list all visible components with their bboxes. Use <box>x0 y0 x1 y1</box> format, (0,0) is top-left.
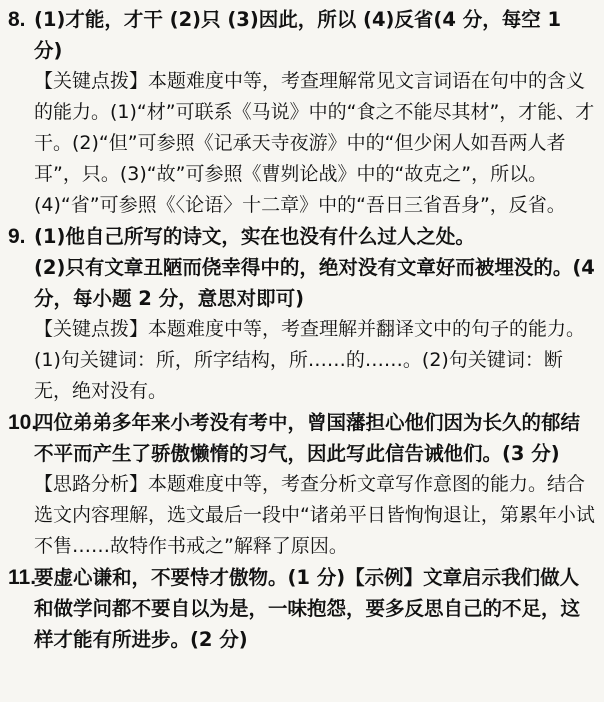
question-number: 11. <box>8 566 37 589</box>
question-11 <box>8 562 596 655</box>
explanation-text: 【关键点拨】本题难度中等，考查理解常见文言词语在句中的含义的能力。(1)“材”可联系《马说》中的“食之不能尽其材”，才能、才干。(2)“但”可参照《记承天寺夜游》中的“但少闲人如吾两人者耳”，只。(3)“故”可参照《曹刿论战》中的“故克之”，所以。(4)“省”可参照《〈论语〉十二章》中的“吾日三省吾身”，反省。 <box>34 70 595 216</box>
question-8 <box>8 4 596 221</box>
answer-text: (2)只有文章丑陋而侥幸得中的，绝对没有文章好而被埋没的。(4 分，每小题 2 分，意思对即可) <box>34 256 595 310</box>
answer-text: (1)他自己所写的诗文，实在也没有什么过人之处。 <box>34 225 475 248</box>
question-number: 10. <box>8 411 38 434</box>
question-10 <box>8 407 596 562</box>
answer-text: 四位弟弟多年来小考没有考中，曾国藩担心他们因为长久的郁结不平而产生了骄傲懒惰的习气，因此写此信告诫他们。(3 分) <box>34 411 581 465</box>
question-number: 8. <box>8 8 26 31</box>
question-9 <box>8 221 596 407</box>
answer-text: (1)才能，才干 (2)只 (3)因此，所以 (4)反省(4 分，每空 1 分) <box>34 8 562 62</box>
explanation-text: 【关键点拨】本题难度中等，考查理解并翻译文中的句子的能力。(1)句关键词：所，所字结构，所……的……。(2)句关键词：断无，绝对没有。 <box>34 318 586 402</box>
explanation-text: 【思路分析】本题难度中等，考查分析文章写作意图的能力。结合选文内容理解，选文最后一段中“诸弟平日皆恂恂退让，第累年小试不售……故特作书戒之”解释了原因。 <box>34 473 595 557</box>
answer-text: 要虚心谦和，不要恃才傲物。(1 分)【示例】文章启示我们做人和做学问都不要自以为是，一味抱怨，要多反思自己的不足，这样才能有所进步。(2 分) <box>34 566 581 651</box>
question-number: 9. <box>8 225 26 248</box>
